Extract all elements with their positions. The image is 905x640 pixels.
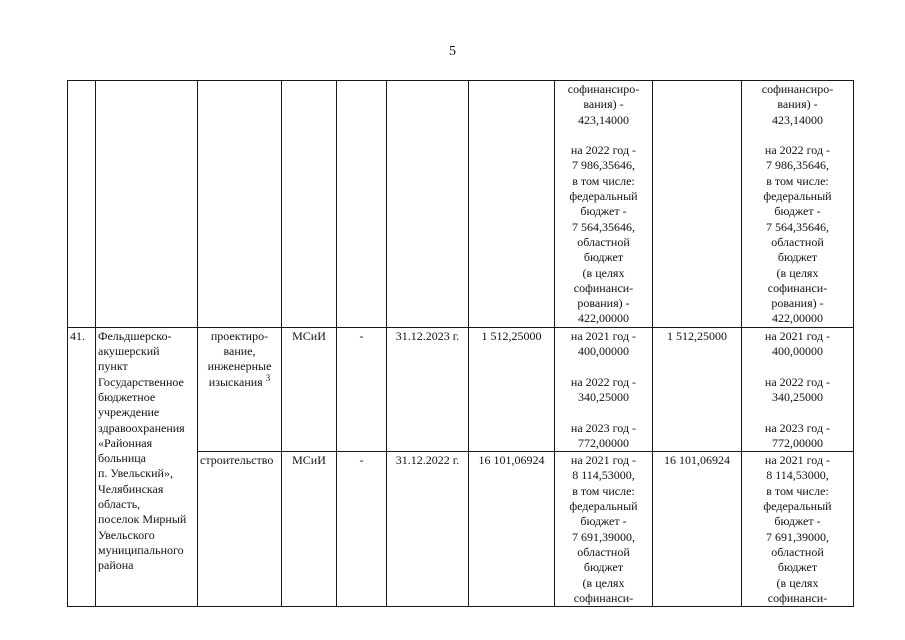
cell-financing-2: на 2021 год - 400,00000 на 2022 год - 340,25000 на 2023 год - 772,00000	[742, 327, 854, 451]
cell-empty	[68, 81, 96, 328]
cell-cost: 1 512,25000	[469, 327, 555, 451]
page-number: 5	[449, 44, 456, 59]
cell-start-date: -	[337, 327, 387, 451]
cell-work-type: строительство	[198, 452, 282, 607]
cell-empty	[387, 81, 469, 328]
cell-empty	[282, 81, 337, 328]
budget-table	[67, 80, 854, 607]
cell-customer: МСиИ	[282, 452, 337, 607]
table-row-item-41-design	[68, 327, 854, 451]
cell-empty	[337, 81, 387, 328]
cell-customer: МСиИ	[282, 327, 337, 451]
work-type-text: проектиро- вание, инженерные изыскания	[207, 328, 272, 389]
cell-cost-2: 1 512,25000	[653, 327, 742, 451]
cell-financing: на 2021 год - 8 114,53000, в том числе: федеральный бюджет - 7 691,39000, областной бюджет (в целях софинанси-	[555, 452, 653, 607]
cell-financing: на 2021 год - 400,00000 на 2022 год - 340,25000 на 2023 год - 772,00000	[555, 327, 653, 451]
cell-work-type	[198, 327, 282, 451]
cell-empty	[96, 81, 198, 328]
cell-item-number: 41.	[68, 327, 96, 606]
cell-financing-continued-2: софинансиро- вания) - 423,14000 на 2022 год - 7 986,35646, в том числе: федеральный бюджет - 7 564,35646, областной бюджет (в целях софинанси- рования) - 422,00000	[742, 81, 854, 328]
cell-financing-continued: софинансиро- вания) - 423,14000 на 2022 год - 7 986,35646, в том числе: федеральный бюджет - 7 564,35646, областной бюджет (в целях софинанси- рования) - 422,00000	[555, 81, 653, 328]
cell-end-date: 31.12.2022 г.	[387, 452, 469, 607]
table-row-continuation	[68, 81, 854, 328]
cell-cost: 16 101,06924	[469, 452, 555, 607]
cell-financing-2: на 2021 год - 8 114,53000, в том числе: федеральный бюджет - 7 691,39000, областной бюджет (в целях софинанси-	[742, 452, 854, 607]
cell-cost-2: 16 101,06924	[653, 452, 742, 607]
cell-start-date: -	[337, 452, 387, 607]
cell-empty	[653, 81, 742, 328]
cell-empty	[469, 81, 555, 328]
footnote-marker: 3	[265, 372, 271, 383]
cell-object-name: Фельдшерско- акушерский пункт Государственное бюджетное учреждение здравоохранения «Районная больница п. Увельский», Челябинская область, поселок Мирный Увельского муниципального района	[96, 327, 198, 606]
cell-end-date: 31.12.2023 г.	[387, 327, 469, 451]
cell-empty	[198, 81, 282, 328]
